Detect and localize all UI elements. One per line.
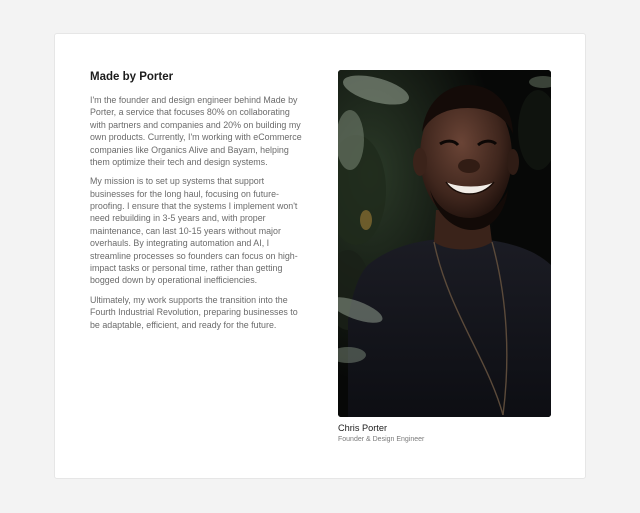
- about-card: [54, 33, 586, 479]
- profile-caption: [338, 422, 551, 445]
- section-title: Made by Porter: [90, 71, 174, 83]
- paragraph-vision: Ultimately, my work supports the transition into the Fourth Industrial Revolution, preparing businesses to be adaptable, efficient, and ready for the future.: [90, 294, 298, 330]
- about-text: [90, 70, 306, 338]
- portrait-image: [338, 70, 551, 417]
- paragraph-intro: I'm the founder and design engineer behind Made by Porter, a service that focuses 80% on collaborating with partners and companies and 20% on building my own products. Currently, I'm working with eCommerce companies like Organics Alive and Bayam, helping them optimize their tech and design systems.: [90, 95, 302, 168]
- profile-role: Founder & Design Engineer: [338, 436, 425, 443]
- paragraph-mission: My mission is to set up systems that support businesses for the long haul, focusing on future-proofing. I ensure that the systems I implement won't need rebuilding in 3-5 years and, with proper maintenance, can last 10-15 years without major overhauls. By integrating automation and AI, I streamline processes so founders can focus on high-impact tasks or personal time, rather than getting bogged down by operational inefficiencies.: [90, 176, 298, 286]
- profile-name: Chris Porter: [338, 423, 388, 433]
- portrait-photo: [338, 70, 551, 417]
